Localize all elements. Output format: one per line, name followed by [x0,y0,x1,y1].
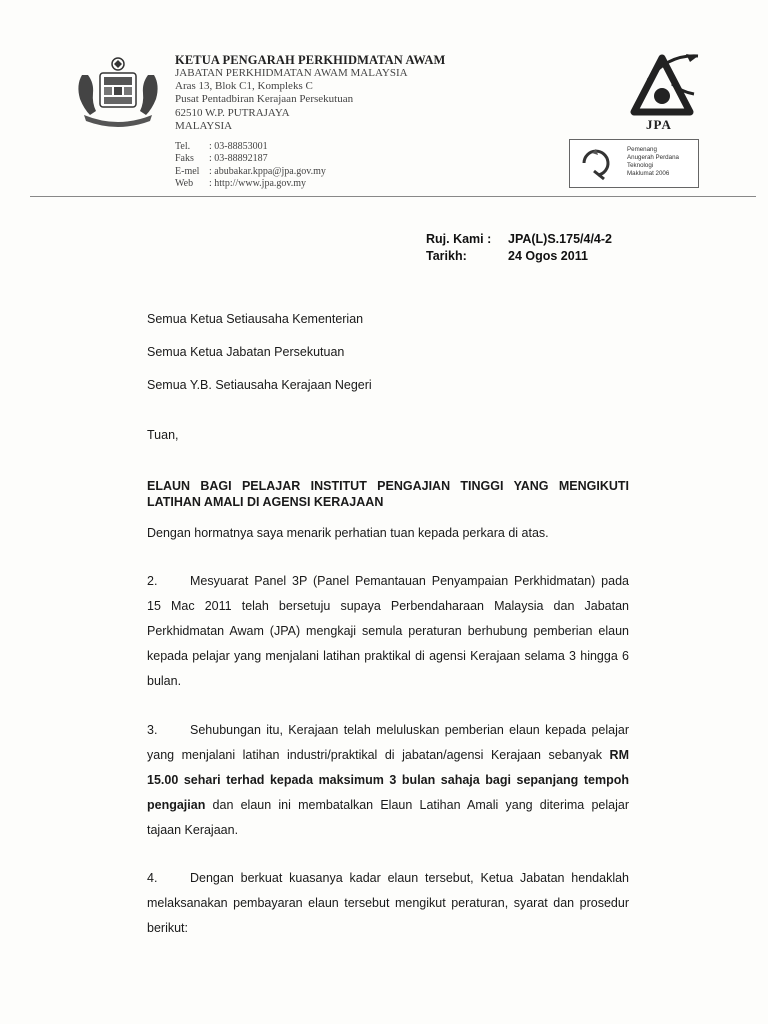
address-line: Pusat Pentadbiran Kerajaan Persekutuan [175,93,354,106]
jpa-logo-text: JPA [646,117,672,132]
salutation: Tuan, [147,428,179,442]
paragraph-emphasis: RM 15.00 sehari terhad kepada maksimum 3 bulan sahaja bagi sepanjang tempoh pengajian [147,748,629,812]
paragraph-text: Mesyuarat Panel 3P (Panel Pemantauan Penyampaian Perkhidmatan) pada 15 Mac 2011 telah bersetuju supaya Perbendaharaan Malaysia dan Jabatan Perkhidmatan Awam (JPA) mengkaji semula peraturan berhubung pemberian elaun kepada pelajar yang menjalani latihan praktikal di agensi Kerajaan selama 3 hingga 6 bulan. [147,574,629,688]
award-text: Pemenang Anugerah Perdana Teknologi Maklumat 2006 [627,146,679,177]
contact-fax: Faks : 03-88892187 [175,153,268,165]
contact-web: Web : http://www.jpa.gov.my [175,178,307,190]
paragraph-number: 4. [147,871,158,885]
paragraph-text: Sehubungan itu, Kerajaan telah meluluskan pemberian elaun kepada pelajar yang menjalani latihan industri/praktikal di jabatan/agensi Kerajaan sebanyak [147,723,629,762]
paragraph-2 [147,569,629,694]
reference-number: Ruj. Kami : JPA(L)S.175/4/4-2 [426,232,612,246]
contact-email: E-mel : abubakar.kppa@jpa.gov.my [175,165,326,177]
recipient-line: Semua Y.B. Setiausaha Kerajaan Negeri [147,378,372,392]
paragraph-text: Dengan berkuat kuasanya kadar elaun tersebut, Ketua Jabatan hendaklah melaksanakan pembayaran elaun tersebut mengikut peraturan, syarat dan prosedur berikut: [147,871,629,935]
reference-block [426,231,612,265]
paragraph-3 [147,718,629,843]
intro-paragraph: Dengan hormatnya saya menarik perhatian tuan kepada perkara di atas. [147,526,549,540]
jpa-logo-icon [628,50,702,122]
paragraph-4 [147,866,629,941]
malaysia-coat-of-arms-icon [70,55,166,127]
recipient-line: Semua Ketua Setiausaha Kementerian [147,312,364,326]
letterhead [175,53,445,133]
quality-award-icon [578,145,612,181]
paragraph-number: 2. [147,574,158,588]
recipient-line: Semua Ketua Jabatan Persekutuan [147,345,345,359]
reference-date: Tarikh: 24 Ogos 2011 [426,249,588,263]
address-line: 62510 W.P. PUTRAJAYA [175,106,290,119]
address-line: JABATAN PERKHIDMATAN AWAM MALAYSIA [175,67,408,79]
letterhead-title: KETUA PENGARAH PERKHIDMATAN AWAM [175,53,446,67]
contact-block [175,141,326,191]
address-line: Aras 13, Blok C1, Kompleks C [175,80,313,93]
letter-subject: ELAUN BAGI PELAJAR INSTITUT PENGAJIAN TINGGI YANG MENGIKUTI LATIHAN AMALI DI AGENSI KERAJAAN [147,479,629,509]
paragraph-number: 3. [147,723,158,737]
header-divider [30,196,756,197]
contact-tel: Tel. : 03-88853001 [175,141,268,152]
paragraph-text: dan elaun ini membatalkan Elaun Latihan Amali yang diterima pelajar tajaan Kerajaan. [147,798,629,837]
address-line: MALAYSIA [175,119,233,132]
award-badge [569,139,699,188]
